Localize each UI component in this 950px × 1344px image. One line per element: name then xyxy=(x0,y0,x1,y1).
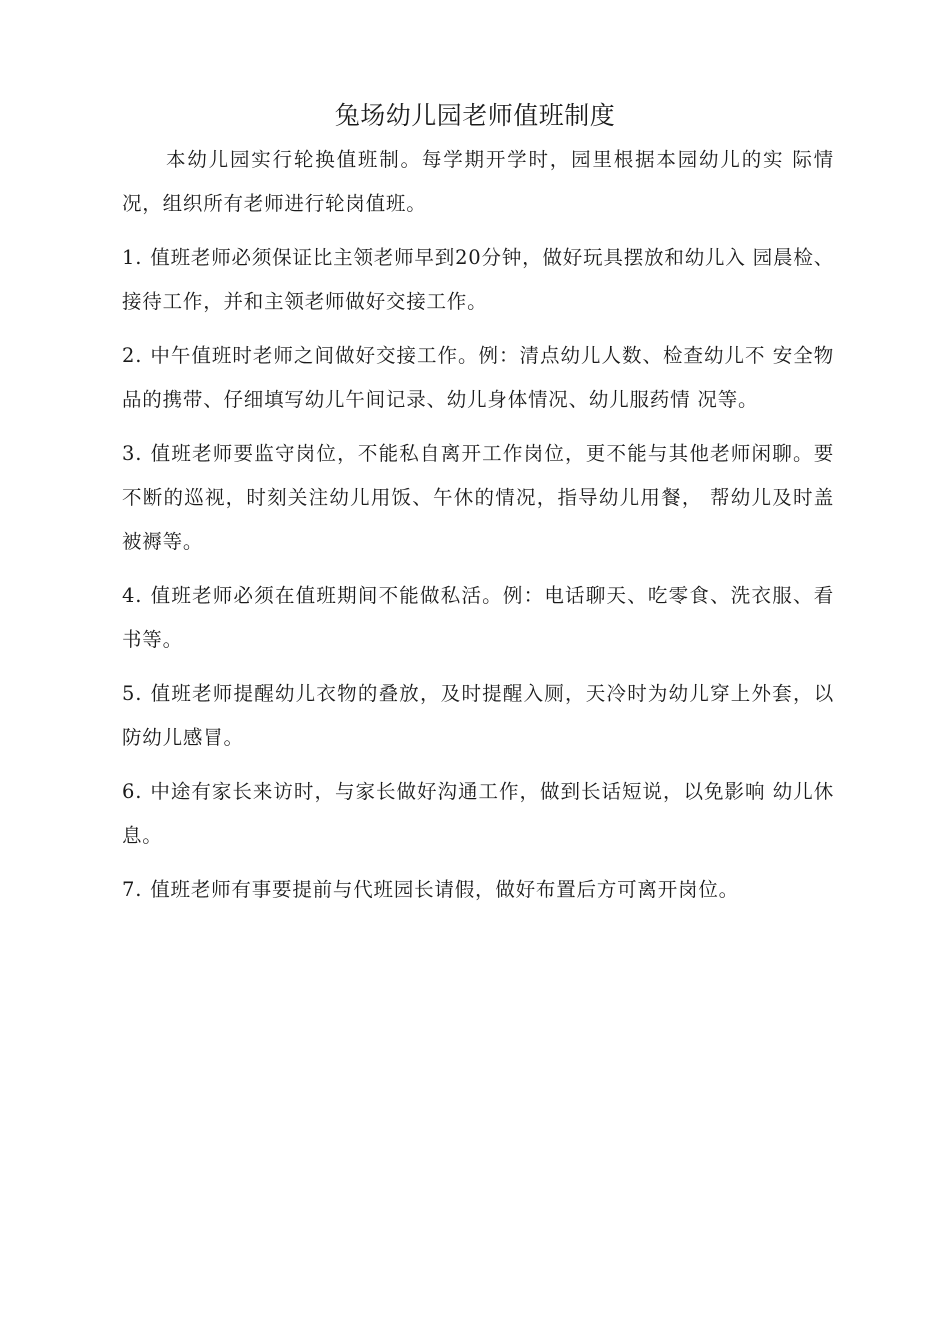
rule-text: 值班老师提醒幼儿衣物的叠放，及时提醒入厕，天冷时为幼儿穿上外套，以防幼儿感冒。 xyxy=(122,682,834,749)
rule-text: 值班老师必须保证比主领老师早到20分钟，做好玩具摆放和幼儿入 园晨检、接待工作，并和主领老师做好交接工作。 xyxy=(122,246,834,313)
rule-item xyxy=(122,236,834,324)
rule-number: 7. xyxy=(122,878,143,901)
document-body xyxy=(122,138,834,922)
rule-number: 2. xyxy=(122,344,143,367)
rule-text: 值班老师有事要提前与代班园长请假，做好布置后方可离开岗位。 xyxy=(150,878,739,901)
rule-item xyxy=(122,574,834,662)
rule-text: 值班老师要监守岗位，不能私自离开工作岗位，更不能与其他老师闲聊。要不断的巡视，时刻关注幼儿用饭、午休的情况，指导幼儿用餐， 帮幼儿及时盖被褥等。 xyxy=(122,442,834,553)
rule-number: 6. xyxy=(122,780,143,803)
rule-item xyxy=(122,770,834,858)
rule-number: 4. xyxy=(122,584,143,607)
rule-number: 3. xyxy=(122,442,143,465)
rule-number: 5. xyxy=(122,682,143,705)
rule-number: 1. xyxy=(122,246,143,269)
rule-text: 中午值班时老师之间做好交接工作。例：清点幼儿人数、检查幼儿不 安全物品的携带、仔细填写幼儿午间记录、幼儿身体情况、幼儿服药情 况等。 xyxy=(122,344,834,411)
rule-item xyxy=(122,868,834,912)
document-title: 兔场幼儿园老师值班制度 xyxy=(334,101,616,130)
rule-text: 值班老师必须在值班期间不能做私活。例：电话聊天、吃零食、洗衣服、看书等。 xyxy=(122,584,834,651)
rule-item xyxy=(122,334,834,422)
rule-item xyxy=(122,672,834,760)
rule-item xyxy=(122,432,834,564)
rule-text: 中途有家长来访时，与家长做好沟通工作，做到长话短说，以免影响 幼儿休息。 xyxy=(122,780,834,847)
intro-paragraph: 本幼儿园实行轮换值班制。每学期开学时，园里根据本园幼儿的实 际情况，组织所有老师进行轮岗值班。 xyxy=(122,148,834,215)
